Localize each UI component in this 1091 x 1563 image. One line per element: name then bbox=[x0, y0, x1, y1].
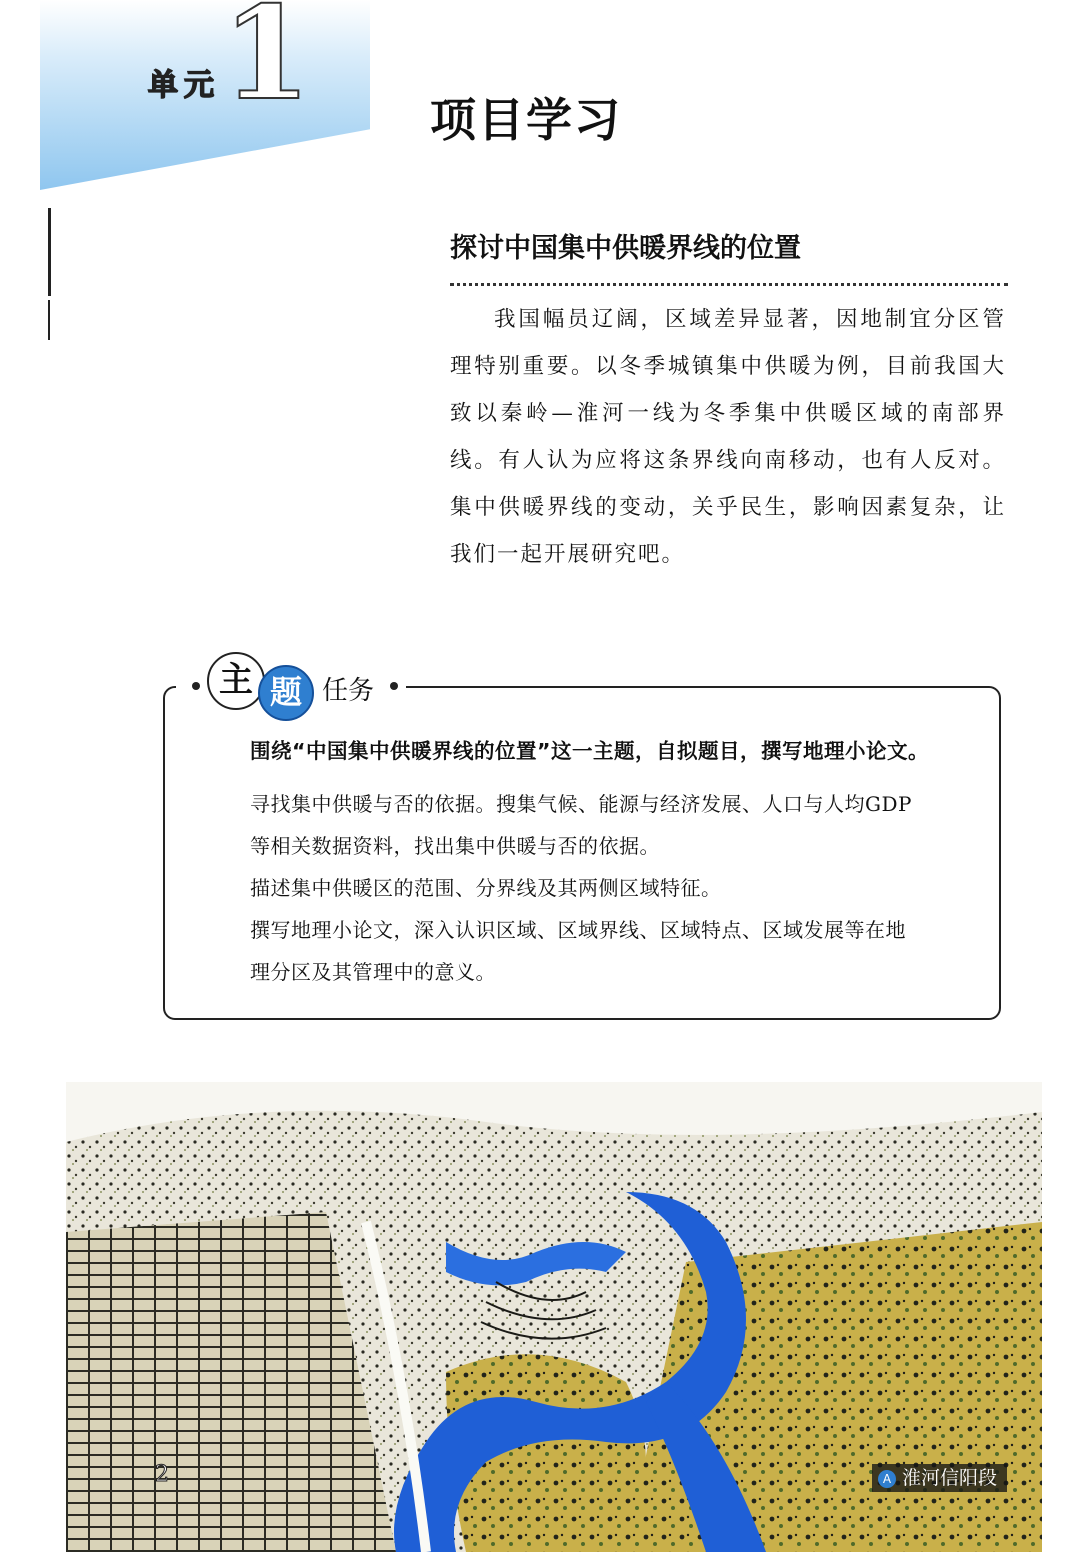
unit-number: 1 bbox=[222, 0, 312, 129]
page-title: 项目学习 bbox=[430, 93, 622, 147]
unit-label: 单元 bbox=[148, 68, 220, 103]
bullet-dot bbox=[390, 682, 398, 690]
task-line: 寻找集中供暖与否的依据。搜集气候、能源与经济发展、人口与人均GDP bbox=[250, 792, 912, 816]
task-line: 理分区及其管理中的意义。 bbox=[250, 960, 496, 984]
theme-badge-topic: 题 bbox=[258, 665, 314, 721]
theme-badge-main: 主 bbox=[207, 652, 265, 710]
section-title: 探讨中国集中供暖界线的位置 bbox=[450, 233, 801, 264]
margin-rule bbox=[48, 208, 51, 296]
photo-caption bbox=[872, 1464, 1007, 1492]
task-line: 撰写地理小论文，深入认识区域、区域界线、区域特点、区域发展等在地 bbox=[250, 918, 906, 942]
photo-caption-text: 淮河信阳段 bbox=[902, 1467, 998, 1489]
theme-task-label: 任务 bbox=[322, 676, 375, 706]
task-main-statement: 围绕“中国集中供暖界线的位置”这一主题，自拟题目，撰写地理小论文。 bbox=[250, 739, 929, 763]
margin-rule bbox=[48, 300, 50, 340]
task-line: 描述集中供暖区的范围、分界线及其两侧区域特征。 bbox=[250, 876, 722, 900]
intro-paragraph: 我国幅员辽阔，区域差异显著，因地制宜分区管理特别重要。以冬季城镇集中供暖为例，目前我国大致以秦岭—淮河一线为冬季集中供暖区域的南部界线。有人认为应将这条界线向南移动，也有人反对。集中供暖界线的变动，关乎民生，影响因素复杂，让我们一起开展研究吧。 bbox=[450, 307, 1006, 567]
page-number: 2 bbox=[155, 1462, 169, 1487]
location-marker-icon: A bbox=[878, 1470, 896, 1488]
dotted-divider bbox=[450, 283, 1008, 286]
task-line: 等相关数据资料，找出集中供暖与否的依据。 bbox=[250, 834, 660, 858]
bullet-dot bbox=[192, 682, 200, 690]
